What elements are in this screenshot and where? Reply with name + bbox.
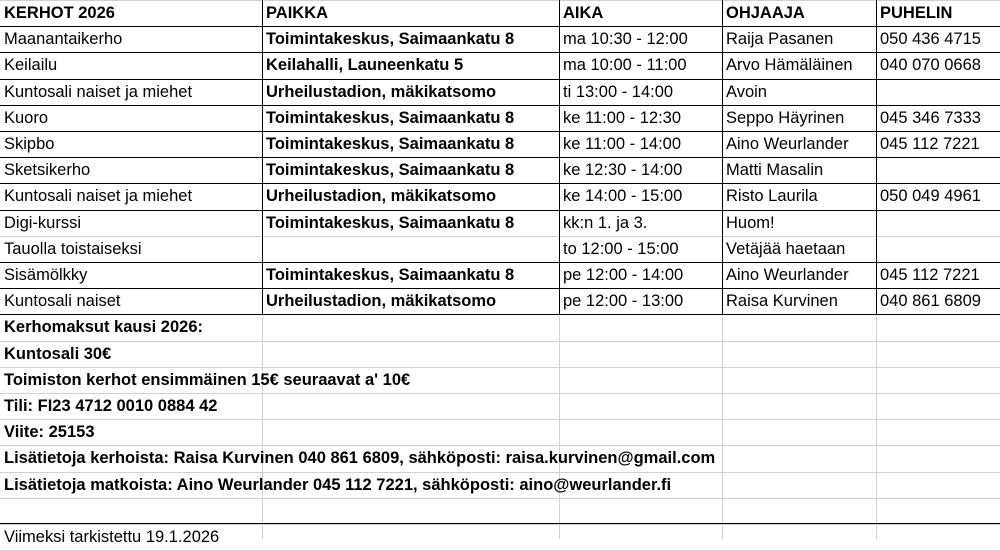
table-row (0, 236, 1000, 262)
table-cell: Seppo Häyrinen (726, 108, 845, 127)
table-cell: ma 10:00 - 11:00 (563, 56, 687, 75)
note-text: Viite: 25153 (4, 423, 95, 442)
footer-row (0, 524, 1000, 550)
table-cell: 040 861 6809 (880, 292, 981, 311)
table-cell: Toimintakeskus, Saimaankatu 8 (266, 213, 515, 232)
table-cell: Toimintakeskus, Saimaankatu 8 (266, 30, 515, 49)
table-cell: Toimintakeskus, Saimaankatu 8 (266, 135, 515, 153)
table-cell: ti 13:00 - 14:00 (563, 82, 674, 101)
table-cell: 045 112 7221 (880, 266, 980, 284)
table-cell: Digi-kurssi (4, 213, 82, 232)
table-cell: Urheilustadion, mäkikatsomo (266, 187, 497, 206)
last-checked-text: Viimeksi tarkistettu 19.1.2026 (4, 528, 220, 546)
table-row (0, 79, 1000, 105)
note-row (0, 419, 1000, 445)
table-cell: Kuntosali naiset ja miehet (4, 82, 193, 101)
header-cell: AIKA (563, 4, 604, 22)
table-cell: 045 112 7221 (880, 135, 980, 153)
header-cell: PAIKKA (266, 4, 329, 22)
table-cell: ke 14:00 - 15:00 (563, 187, 683, 206)
header-cell: OHJAAJA (726, 4, 805, 22)
header-cell: KERHOT 2026 (4, 4, 115, 22)
table-cell: 050 436 4715 (880, 30, 981, 49)
table-cell: Toimintakeskus, Saimaankatu 8 (266, 108, 515, 127)
note-text: Kuntosali 30€ (4, 344, 112, 363)
table-cell (262, 236, 559, 262)
table-row (0, 26, 1000, 52)
header-cell: PUHELIN (880, 4, 953, 22)
table-cell: Kuntosali naiset ja miehet (4, 187, 193, 206)
table-cell: Toimintakeskus, Saimaankatu 8 (266, 266, 515, 284)
table-row (0, 157, 1000, 183)
table-cell (876, 79, 1000, 105)
table-cell: Keilahalli, Launeenkatu 5 (266, 56, 464, 75)
table-cell: Sisämölkky (4, 266, 88, 284)
table-cell: Arvo Hämäläinen (726, 56, 853, 75)
table-cell: Urheilustadion, mäkikatsomo (266, 292, 497, 311)
note-row (0, 472, 1000, 498)
table-cell: ke 11:00 - 14:00 (563, 135, 682, 153)
note-text: Lisätietoja kerhoista: Raisa Kurvinen 040 861 6809, sähköposti: raisa.kurvinen@gmail.com (4, 449, 716, 468)
note-text: Tili: FI23 4712 0010 0884 42 (4, 397, 218, 415)
table-cell: Aino Weurlander (726, 135, 849, 153)
table-cell: Skipbo (4, 135, 55, 153)
table-cell: kk:n 1. ja 3. (563, 213, 648, 232)
table-cell: Raija Pasanen (726, 30, 834, 49)
table-cell: ke 11:00 - 12:30 (563, 108, 682, 127)
table-cell: Kuntosali naiset (4, 292, 121, 311)
table-cell: ke 12:30 - 14:00 (563, 161, 683, 180)
table-cell: pe 12:00 - 13:00 (563, 292, 684, 311)
note-row (0, 341, 1000, 367)
table-row (0, 262, 1000, 288)
table-cell (876, 157, 1000, 183)
table-cell: Urheilustadion, mäkikatsomo (266, 82, 497, 101)
table-cell: Matti Masalin (726, 161, 824, 180)
table-cell: 050 049 4961 (880, 187, 981, 206)
table-cell: Aino Weurlander (726, 266, 849, 284)
table-cell: ma 10:30 - 12:00 (563, 30, 688, 49)
table-row (0, 52, 1000, 78)
table-row (0, 131, 1000, 157)
table-cell: Tauolla toistaiseksi (4, 239, 142, 258)
table-cell: Risto Laurila (726, 187, 818, 206)
table-cell: Sketsikerho (4, 161, 91, 180)
table-cell: Avoin (726, 82, 767, 101)
table-row (0, 105, 1000, 131)
table-cell: Keilailu (4, 56, 58, 75)
table-cell: Kuoro (4, 108, 49, 127)
table-cell: Vetäjää haetaan (726, 239, 846, 258)
note-row (0, 393, 1000, 419)
note-row (0, 314, 1000, 340)
note-text: Lisätietoja matkoista: Aino Weurlander 045 112 7221, sähköposti: aino@weurlander.fi (4, 475, 672, 494)
table-cell: 040 070 0668 (880, 56, 981, 75)
grid-line (0, 498, 1000, 499)
note-row (0, 367, 1000, 393)
table-cell (876, 210, 1000, 236)
table-row (0, 183, 1000, 209)
note-row (0, 445, 1000, 471)
note-text: Toimiston kerhot ensimmäinen 15€ seuraavat a' 10€ (4, 370, 411, 389)
table-cell (876, 236, 1000, 262)
table-cell: to 12:00 - 15:00 (563, 239, 679, 258)
table-row (0, 288, 1000, 314)
table-cell: Maanantaikerho (4, 30, 123, 49)
note-text: Kerhomaksut kausi 2026: (4, 318, 204, 337)
table-row (0, 210, 1000, 236)
table-cell: 045 346 7333 (880, 108, 981, 127)
table-cell: Toimintakeskus, Saimaankatu 8 (266, 161, 515, 180)
table-cell: Huom! (726, 213, 775, 232)
header-row (0, 0, 1000, 26)
table-cell: pe 12:00 - 14:00 (563, 266, 684, 284)
table-cell: Raisa Kurvinen (726, 292, 838, 311)
